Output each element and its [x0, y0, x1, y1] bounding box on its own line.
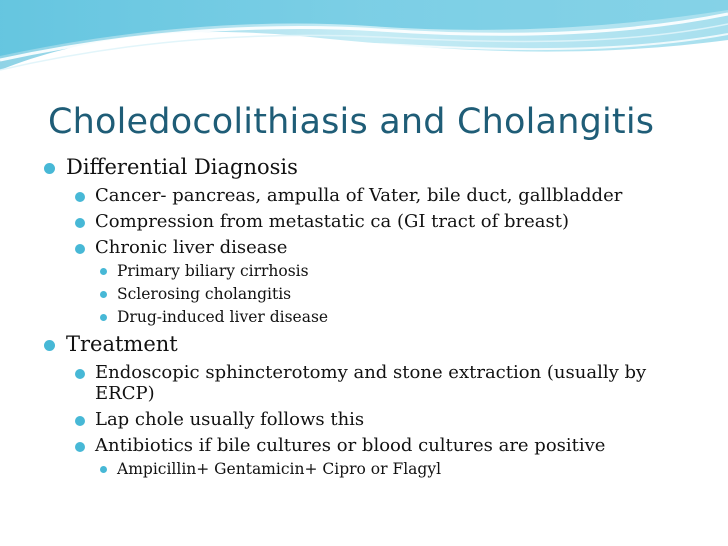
wave-header-decoration [0, 0, 728, 90]
bullet-icon [75, 192, 85, 202]
bullet-icon [75, 442, 85, 452]
bullet-icon [100, 466, 107, 473]
list-item: Chronic liver disease [0, 232, 728, 258]
bullet-icon [75, 416, 85, 426]
bullet-icon [75, 218, 85, 228]
list-item: Cancer- pancreas, ampulla of Vater, bile duct, gallbladder [0, 180, 728, 206]
bullet-icon [100, 314, 107, 321]
slide-title: Choledocolithiasis and Cholangitis [48, 102, 655, 142]
list-item: Endoscopic sphincterotomy and stone extraction (usually by ERCP) [0, 357, 728, 404]
bullet-icon [100, 291, 107, 298]
bullet-icon [44, 340, 55, 351]
bullet-icon [100, 268, 107, 275]
sub-list-item: Ampicillin+ Gentamicin+ Cipro or Flagyl [0, 456, 728, 479]
sub-list-item: Drug-induced liver disease [0, 304, 728, 327]
section-heading-treatment: Treatment [0, 327, 728, 357]
bullet-icon [44, 163, 55, 174]
sub-list-item: Primary biliary cirrhosis [0, 258, 728, 281]
list-item: Lap chole usually follows this [0, 404, 728, 430]
bullet-icon [75, 369, 85, 379]
slide-body [0, 150, 728, 479]
sub-list-item: Sclerosing cholangitis [0, 281, 728, 304]
bullet-icon [75, 244, 85, 254]
list-item: Antibiotics if bile cultures or blood cultures are positive [0, 430, 728, 456]
list-item: Compression from metastatic ca (GI tract of breast) [0, 206, 728, 232]
section-heading-differential-diagnosis: Differential Diagnosis [0, 150, 728, 180]
